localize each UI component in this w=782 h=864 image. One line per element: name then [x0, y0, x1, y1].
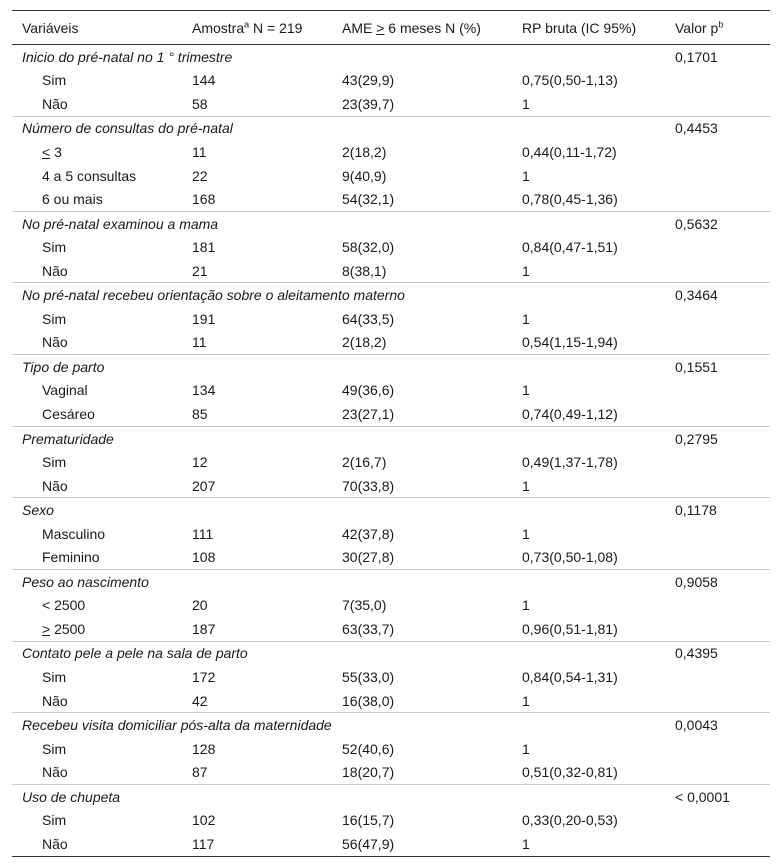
- sample-count: 21: [192, 262, 208, 279]
- table-row: [12, 450, 770, 474]
- table-row: [12, 760, 770, 784]
- category-cell: [12, 474, 182, 498]
- group-header-row: [12, 713, 770, 737]
- table-row: [12, 594, 770, 618]
- group-header-row: [12, 211, 770, 235]
- p-value: 0,2795: [665, 426, 770, 450]
- category-cell: [12, 760, 182, 784]
- category-label: Sim: [42, 239, 67, 256]
- table-row: [12, 617, 770, 641]
- p-value-empty: [665, 187, 770, 211]
- header-ame: AME > 6 meses N (%): [332, 11, 512, 45]
- rp-value: 0,44(0,11-1,72): [522, 143, 617, 160]
- category-label: Não: [42, 692, 68, 709]
- p-value: 0,5632: [665, 211, 770, 235]
- sample-count: 181: [192, 239, 216, 256]
- sample-count: 134: [192, 382, 216, 399]
- ame-count: 55(33,0): [342, 668, 395, 685]
- category-cell: [12, 809, 182, 833]
- category-label: Não: [42, 835, 68, 852]
- rp-value: 0,84(0,47-1,51): [522, 239, 618, 256]
- table-row: [12, 474, 770, 498]
- sample-count: 191: [192, 310, 216, 327]
- p-value: 0,3464: [665, 283, 770, 307]
- rp-value: 1: [522, 167, 530, 184]
- sample-count: 11: [192, 143, 207, 160]
- p-value: 0,0043: [665, 713, 770, 737]
- table-row: [12, 545, 770, 569]
- category-label: Sim: [42, 310, 67, 327]
- sample-count: 42: [192, 692, 208, 709]
- ame-count: 52(40,6): [342, 740, 395, 757]
- table-row: [12, 307, 770, 331]
- header-row: [12, 11, 770, 45]
- category-cell: [12, 522, 182, 546]
- ame-count: 16(15,7): [342, 812, 395, 829]
- group-label: Tipo de parto: [12, 355, 665, 379]
- p-value-empty: [665, 737, 770, 761]
- ame-count: 8(38,1): [342, 262, 387, 279]
- group-header-row: [12, 355, 770, 379]
- category-label: Sim: [42, 72, 67, 89]
- sample-count: 187: [192, 620, 216, 637]
- category-label: 3: [50, 143, 62, 160]
- ame-count: 2(18,2): [342, 334, 387, 351]
- p-value: < 0,0001: [665, 784, 770, 808]
- sample-count: 11: [192, 334, 207, 351]
- ame-count: 58(32,0): [342, 239, 395, 256]
- table-row: [12, 92, 770, 116]
- table-row: [12, 140, 770, 164]
- category-cell: [12, 259, 182, 283]
- sample-count: 168: [192, 191, 216, 208]
- ame-count: 23(27,1): [342, 405, 395, 422]
- p-value-empty: [665, 450, 770, 474]
- category-cell: [12, 665, 182, 689]
- category-cell: [12, 92, 182, 116]
- p-value: 0,1551: [665, 355, 770, 379]
- sample-count: 85: [192, 405, 208, 422]
- ame-count: 63(33,7): [342, 620, 395, 637]
- category-label: 6 ou mais: [42, 191, 103, 208]
- p-value-empty: [665, 331, 770, 355]
- comparison-symbol: >: [42, 620, 51, 637]
- table-row: [12, 331, 770, 355]
- p-value: 0,1701: [675, 48, 718, 65]
- sample-count: 117: [182, 832, 332, 856]
- group-label: Uso de chupeta: [12, 784, 665, 808]
- p-value-empty: [665, 689, 770, 713]
- category-label: Não: [42, 477, 68, 494]
- table-row: [12, 809, 770, 833]
- p-value-empty: [665, 522, 770, 546]
- p-value-empty: [665, 665, 770, 689]
- rp-value: 0,75(0,50-1,13): [522, 72, 618, 89]
- ame-count: 30(27,8): [342, 549, 395, 566]
- ame-count: 49(36,6): [342, 382, 395, 399]
- category-label: Não: [42, 764, 68, 781]
- table-row: [12, 164, 770, 188]
- table-row: [12, 259, 770, 283]
- sample-count: 20: [192, 597, 208, 614]
- comparison-symbol: <: [42, 143, 51, 160]
- category-label: < 2500: [42, 597, 86, 614]
- category-cell: [12, 689, 182, 713]
- rp-value: 1: [522, 262, 530, 279]
- sample-count: 144: [192, 72, 216, 89]
- category-label: Não: [42, 95, 68, 112]
- sample-count: 172: [192, 668, 216, 685]
- table-body: [12, 45, 770, 857]
- header-rp-bruta: RP bruta (IC 95%): [512, 11, 665, 45]
- category-cell: [12, 402, 182, 426]
- category-cell: [12, 594, 182, 618]
- category-label: Feminino: [42, 549, 100, 566]
- p-value-empty: [665, 617, 770, 641]
- ame-count: 7(35,0): [342, 597, 387, 614]
- category-cell: [12, 379, 182, 403]
- rp-value: 0,73(0,50-1,08): [522, 549, 618, 566]
- category-cell: [12, 307, 182, 331]
- ame-count: 18(20,7): [342, 764, 395, 781]
- p-value-empty: [665, 402, 770, 426]
- rp-value: 1: [522, 525, 530, 542]
- group-header-row: [12, 426, 770, 450]
- group-label: Prematuridade: [12, 426, 665, 450]
- category-cell: [12, 235, 182, 259]
- p-value-empty: [665, 69, 770, 93]
- rp-value: 0,96(0,51-1,81): [522, 620, 618, 637]
- group-label: No pré-natal examinou a mama: [12, 211, 665, 235]
- category-cell: [12, 545, 182, 569]
- category-label: Sim: [42, 740, 67, 757]
- rp-value: 1: [522, 477, 530, 494]
- group-header-row: [12, 784, 770, 808]
- category-label: Sim: [42, 454, 67, 471]
- p-value-empty: [665, 594, 770, 618]
- ame-count: 42(37,8): [342, 525, 395, 542]
- table-row: [12, 737, 770, 761]
- group-label: Peso ao nascimento: [12, 570, 665, 594]
- rp-value: 0,78(0,45-1,36): [522, 191, 618, 208]
- category-label: Sim: [42, 812, 67, 829]
- ame-count: 2(18,2): [342, 143, 387, 160]
- group-header-row: [12, 45, 770, 69]
- ame-count: 64(33,5): [342, 310, 395, 327]
- category-cell: [12, 69, 182, 93]
- group-header-row: [12, 116, 770, 140]
- table-row: [12, 402, 770, 426]
- category-label: Cesáreo: [42, 405, 95, 422]
- p-value: 0,1178: [665, 498, 770, 522]
- table-row: [12, 689, 770, 713]
- ame-count: 9(40,9): [342, 167, 387, 184]
- category-label: Vaginal: [42, 382, 88, 399]
- category-cell: [12, 331, 182, 355]
- ame-count: 2(16,7): [342, 454, 387, 471]
- group-label: No pré-natal recebeu orientação sobre o aleitamento materno: [12, 283, 665, 307]
- rp-value: 1: [522, 692, 530, 709]
- rp-value: 1: [522, 382, 530, 399]
- data-table: [12, 10, 770, 857]
- table-row: [12, 665, 770, 689]
- p-value-empty: [665, 259, 770, 283]
- p-value-empty: [665, 164, 770, 188]
- rp-value: 1: [522, 740, 530, 757]
- rp-value: 0,74(0,49-1,12): [522, 405, 618, 422]
- table-row: [12, 69, 770, 93]
- p-value-empty: [665, 140, 770, 164]
- category-label: Sim: [42, 668, 67, 685]
- p-value-empty: [665, 760, 770, 784]
- table-container: [12, 10, 770, 857]
- p-value: 0,4453: [665, 116, 770, 140]
- sample-count: 207: [192, 477, 216, 494]
- category-cell: [12, 617, 182, 641]
- sample-count: 108: [192, 549, 216, 566]
- group-label: Inicio do pré-natal no 1 ° trimestre: [22, 48, 233, 65]
- category-label: 2500: [50, 620, 86, 637]
- category-cell: [12, 187, 182, 211]
- rp-value: 1: [522, 310, 530, 327]
- rp-value: 0,49(1,37-1,78): [522, 454, 618, 471]
- p-value-empty: [665, 92, 770, 116]
- header-valor-p: Valor $p^b$: [665, 11, 770, 45]
- table-row: [12, 379, 770, 403]
- ame-count: 54(32,1): [342, 191, 395, 208]
- category-cell: [12, 164, 182, 188]
- group-header-row: [12, 641, 770, 665]
- sample-count: 111: [192, 525, 214, 542]
- group-label: Contato pele a pele na sala de parto: [12, 641, 665, 665]
- p-value-empty: [665, 832, 770, 856]
- group-header-row: [12, 283, 770, 307]
- p-value-empty: [665, 379, 770, 403]
- header-variaveis: Variáveis: [12, 11, 182, 45]
- table-row: [12, 832, 770, 856]
- ame-count: 56(47,9): [332, 832, 512, 856]
- table-row: [12, 522, 770, 546]
- category-cell: [12, 140, 182, 164]
- ame-count: 43(29,9): [342, 72, 395, 89]
- sample-count: 102: [192, 812, 216, 829]
- rp-value: 1: [522, 597, 530, 614]
- p-value: 0,4395: [665, 641, 770, 665]
- ame-count: 70(33,8): [342, 477, 395, 494]
- category-cell: [12, 450, 182, 474]
- table-header: [12, 11, 770, 45]
- group-header-row: [12, 570, 770, 594]
- rp-value: 0,84(0,54-1,31): [522, 668, 618, 685]
- p-value-empty: [665, 474, 770, 498]
- p-value: 0,9058: [665, 570, 770, 594]
- category-cell: [12, 832, 182, 856]
- ame-count: 16(38,0): [342, 692, 395, 709]
- rp-value: 0,54(1,15-1,94): [522, 334, 618, 351]
- category-label: Masculino: [42, 525, 106, 542]
- group-label: Número de consultas do pré-natal: [12, 116, 665, 140]
- header-amostra: Amostra$^a$ N = 219: [182, 11, 332, 45]
- rp-value: 0,51(0,32-0,81): [522, 764, 618, 781]
- category-label: Não: [42, 262, 68, 279]
- sample-count: 128: [192, 740, 216, 757]
- sample-count: 12: [192, 454, 208, 471]
- group-label: Recebeu visita domiciliar pós-alta da maternidade: [12, 713, 665, 737]
- ame-count: 23(39,7): [342, 95, 395, 112]
- table-row: [12, 187, 770, 211]
- p-value-empty: [665, 235, 770, 259]
- group-header-row: [12, 498, 770, 522]
- category-cell: [12, 737, 182, 761]
- rp-value: 0,33(0,20-0,53): [522, 812, 618, 829]
- p-value-empty: [665, 809, 770, 833]
- sample-count: 87: [192, 764, 208, 781]
- rp-value: 1: [512, 832, 665, 856]
- group-label: Sexo: [12, 498, 665, 522]
- p-value-empty: [665, 545, 770, 569]
- category-label: Não: [42, 334, 68, 351]
- table-row: [12, 235, 770, 259]
- sample-count: 22: [192, 167, 208, 184]
- rp-value: 1: [522, 95, 530, 112]
- category-label: 4 a 5 consultas: [42, 167, 137, 184]
- sample-count: 58: [192, 95, 208, 112]
- p-value-empty: [665, 307, 770, 331]
